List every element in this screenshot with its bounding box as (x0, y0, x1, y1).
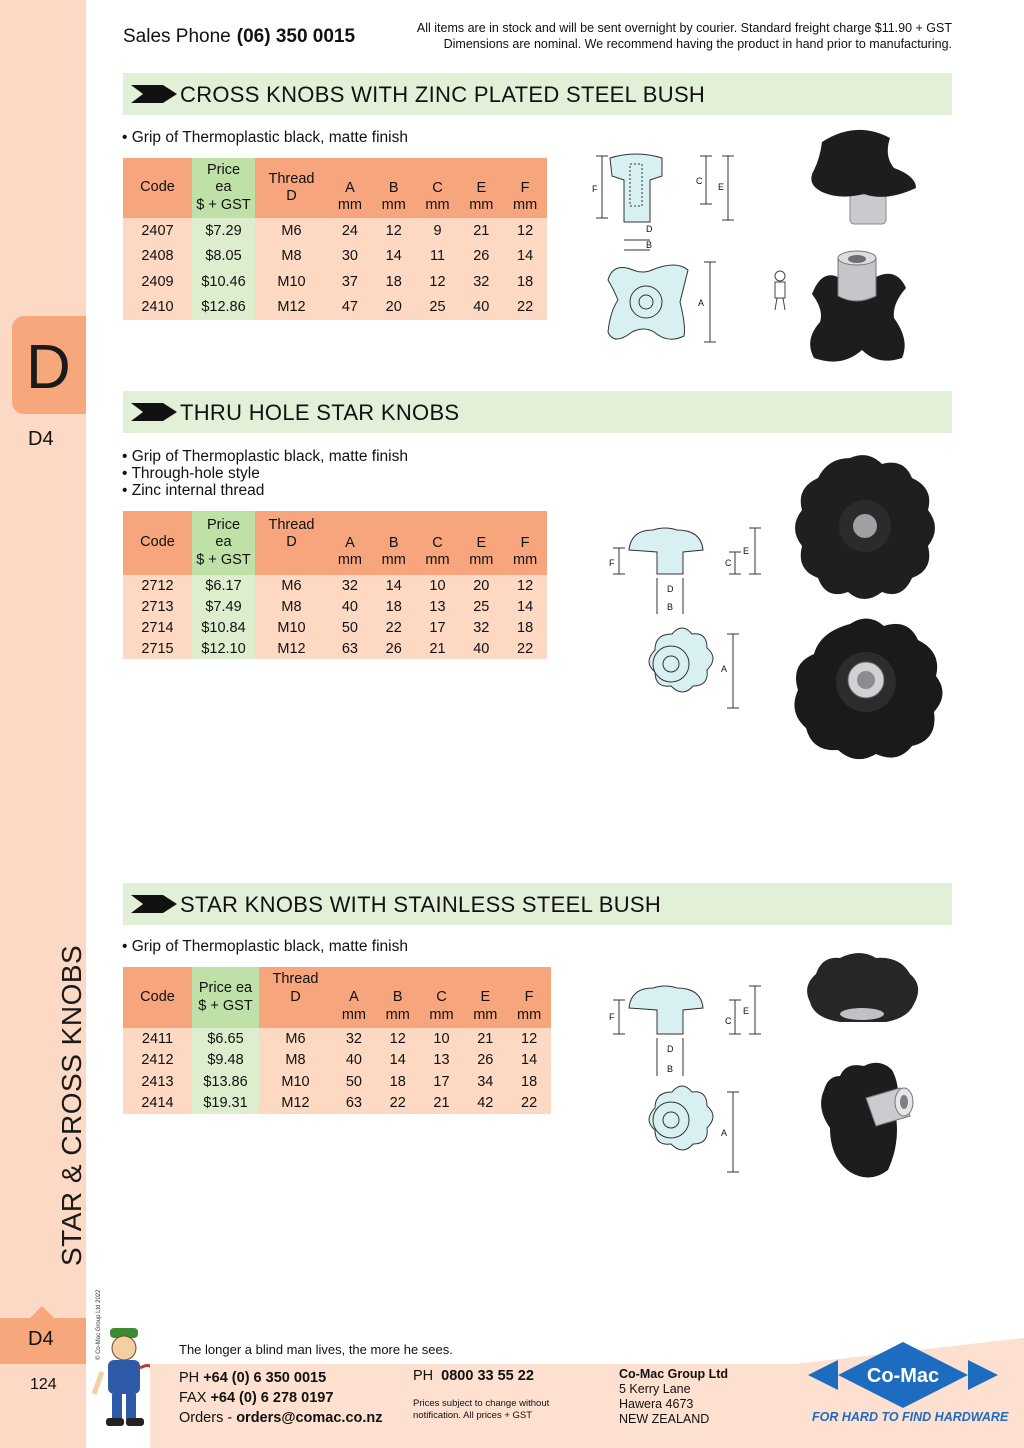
col-price: Price ea $ + GST (192, 158, 255, 218)
cell-a: 47 (328, 295, 372, 321)
col-code: Code (123, 511, 192, 575)
arrow-icon (131, 403, 177, 421)
col-thread: Thread D (259, 967, 332, 1028)
shipping-notice (417, 20, 952, 52)
cell-price: $13.86 (192, 1071, 259, 1093)
dim-label-a: A (721, 1128, 728, 1138)
cell-f: 12 (503, 575, 547, 596)
cross-knob-diagram (588, 150, 738, 360)
table-row (123, 1071, 551, 1093)
cell-f: 22 (503, 295, 547, 321)
dim-label-e: E (743, 546, 750, 556)
cell-price: $10.84 (192, 617, 255, 638)
col-price: Price ea $ + GST (192, 967, 259, 1028)
cell-b: 22 (376, 1093, 420, 1115)
cell-thread: M8 (255, 244, 328, 270)
dim-label-c: C (696, 176, 703, 186)
cell-e: 40 (459, 295, 503, 321)
table-row (123, 244, 547, 270)
dim-label-b: B (667, 1064, 674, 1074)
col-e: E mm (463, 967, 507, 1028)
ph-label: PH (179, 1370, 200, 1386)
cell-e: 42 (463, 1093, 507, 1115)
cell-a: 37 (328, 269, 372, 295)
dim-label-e: E (718, 182, 725, 192)
dim-label-c: C (725, 1016, 732, 1026)
cell-price: $9.48 (192, 1050, 259, 1072)
cell-b: 12 (372, 218, 416, 244)
col-a: A mm (328, 511, 372, 575)
cell-c: 25 (416, 295, 460, 321)
cell-a: 30 (328, 244, 372, 270)
stainless-star-knob-diagram (605, 980, 765, 1175)
cell-e: 25 (459, 596, 503, 617)
dim-label-b: B (667, 602, 674, 612)
footer-quote: The longer a blind man lives, the more he sees. (179, 1342, 453, 1357)
cell-thread: M12 (259, 1093, 332, 1115)
cell-a: 24 (328, 218, 372, 244)
table-body (123, 575, 547, 659)
dim-label-f: F (609, 1012, 615, 1022)
col-c: C mm (420, 967, 464, 1028)
section-title: STAR KNOBS WITH STAINLESS STEEL BUSH (180, 892, 662, 917)
col-b: B mm (372, 158, 416, 218)
price-table (123, 158, 547, 320)
cell-price: $8.05 (192, 244, 255, 270)
sales-phone-number: (06) 350 0015 (236, 26, 356, 47)
dim-label-e: E (743, 1006, 750, 1016)
cell-c: 10 (420, 1028, 464, 1050)
cell-f: 12 (503, 218, 547, 244)
feature-item: • Grip of Thermoplastic black, matte finish (122, 448, 408, 465)
table-row (123, 218, 547, 244)
copyright: © Co-Mac Group Ltd 2022 (96, 1289, 102, 1360)
col-price: Price ea $ + GST (192, 511, 255, 575)
cell-code: 2715 (123, 638, 192, 659)
col-f: F mm (507, 967, 551, 1028)
col-a: A mm (328, 158, 372, 218)
page-code-bottom: D4 (28, 1328, 54, 1350)
cell-thread: M6 (259, 1028, 332, 1050)
cell-b: 18 (372, 596, 416, 617)
cell-b: 26 (372, 638, 416, 659)
cell-e: 40 (459, 638, 503, 659)
price-note-line: notification. All prices + GST (413, 1410, 533, 1421)
cell-e: 34 (463, 1071, 507, 1093)
cell-b: 18 (376, 1071, 420, 1093)
feature-item: • Grip of Thermoplastic black, matte finish (122, 938, 408, 955)
cell-a: 32 (328, 575, 372, 596)
cell-thread: M10 (259, 1071, 332, 1093)
col-code: Code (123, 967, 192, 1028)
thru-hole-star-knob-photos (788, 450, 948, 762)
vertical-chapter-title: STAR & CROSS KNOBS (56, 944, 87, 1266)
cell-b: 22 (372, 617, 416, 638)
section-tab (12, 316, 86, 414)
section-header (123, 391, 952, 433)
sales-phone (123, 26, 355, 48)
section-title: CROSS KNOBS WITH ZINC PLATED STEEL BUSH (180, 82, 706, 107)
address-line: Hawera 4673 (619, 1397, 694, 1411)
cell-price: $12.10 (192, 638, 255, 659)
cell-e: 32 (459, 269, 503, 295)
cell-price: $7.49 (192, 596, 255, 617)
cell-price: $10.46 (192, 269, 255, 295)
cell-c: 21 (420, 1093, 464, 1115)
cell-price: $7.29 (192, 218, 255, 244)
table-row (123, 269, 547, 295)
cell-f: 18 (503, 269, 547, 295)
cell-a: 63 (332, 1093, 376, 1115)
cell-f: 14 (503, 596, 547, 617)
notice-line: Dimensions are nominal. We recommend having the product in hand prior to manufacturing. (443, 37, 952, 51)
cell-thread: M10 (255, 617, 328, 638)
cell-a: 40 (332, 1050, 376, 1072)
cell-price: $6.17 (192, 575, 255, 596)
cell-code: 2414 (123, 1093, 192, 1115)
address-line: NEW ZEALAND (619, 1412, 710, 1426)
orders-label: Orders - (179, 1410, 233, 1426)
section-title: THRU HOLE STAR KNOBS (180, 400, 460, 425)
ph2-label: PH (413, 1368, 434, 1384)
cell-c: 12 (416, 269, 460, 295)
cell-code: 2413 (123, 1071, 192, 1093)
section-header (123, 883, 952, 925)
col-c: C mm (416, 158, 460, 218)
dim-label-d: D (646, 224, 653, 234)
table-row (123, 596, 547, 617)
cell-a: 63 (328, 638, 372, 659)
col-thread: Thread D (255, 158, 328, 218)
table-row (123, 638, 547, 659)
cell-c: 17 (420, 1071, 464, 1093)
fax-number: +64 (0) 6 278 0197 (210, 1390, 334, 1406)
slogan: FOR HARD TO FIND HARDWARE (812, 1410, 1009, 1424)
notice-line: All items are in stock and will be sent overnight by courier. Standard freight charge $11.90 + GST (416, 21, 952, 35)
cell-code: 2713 (123, 596, 192, 617)
cell-thread: M12 (255, 295, 328, 321)
dim-label-f: F (592, 184, 598, 194)
feature-list (122, 129, 408, 146)
col-code: Code (123, 158, 192, 218)
cell-f: 22 (507, 1093, 551, 1115)
dim-label-b: B (646, 240, 653, 250)
cell-code: 2407 (123, 218, 192, 244)
cell-c: 13 (420, 1050, 464, 1072)
cell-thread: M12 (255, 638, 328, 659)
cell-e: 21 (459, 218, 503, 244)
table-row (123, 1050, 551, 1072)
dim-label-a: A (721, 664, 728, 674)
col-b: B mm (376, 967, 420, 1028)
cell-c: 11 (416, 244, 460, 270)
cell-f: 18 (507, 1071, 551, 1093)
ph-number[interactable]: +64 (0) 6 350 0015 (203, 1370, 327, 1386)
company-address (619, 1367, 728, 1427)
cell-b: 18 (372, 269, 416, 295)
cell-code: 2712 (123, 575, 192, 596)
price-note-line: Prices subject to change without (413, 1398, 550, 1409)
cell-code: 2408 (123, 244, 192, 270)
logo-text: Co-Mac (866, 1365, 940, 1387)
cell-price: $19.31 (192, 1093, 259, 1115)
cell-b: 14 (372, 244, 416, 270)
cell-f: 14 (503, 244, 547, 270)
cell-a: 50 (332, 1071, 376, 1093)
cell-a: 32 (332, 1028, 376, 1050)
cell-a: 50 (328, 617, 372, 638)
cell-thread: M10 (255, 269, 328, 295)
cell-thread: M8 (259, 1050, 332, 1072)
page-number: 124 (30, 1376, 57, 1393)
cell-b: 20 (372, 295, 416, 321)
cell-a: 40 (328, 596, 372, 617)
feature-item: • Zinc internal thread (122, 482, 265, 499)
cell-code: 2410 (123, 295, 192, 321)
cross-knob-photos (766, 126, 956, 376)
section-letter: D (26, 333, 71, 402)
cell-f: 18 (503, 617, 547, 638)
arrow-icon (131, 895, 177, 913)
page-code-bottom-tab (0, 1318, 86, 1364)
cell-price: $6.65 (192, 1028, 259, 1050)
cell-f: 14 (507, 1050, 551, 1072)
cell-e: 26 (463, 1050, 507, 1072)
col-b: B mm (372, 511, 416, 575)
mascot-icon (775, 271, 785, 310)
cell-b: 14 (376, 1050, 420, 1072)
cell-c: 17 (416, 617, 460, 638)
price-note (413, 1398, 549, 1422)
cell-code: 2714 (123, 617, 192, 638)
cell-b: 14 (372, 575, 416, 596)
table-body (123, 1028, 551, 1114)
feature-list (122, 448, 408, 499)
table-row (123, 1028, 551, 1050)
col-c: C mm (416, 511, 460, 575)
feature-list (122, 938, 408, 955)
table-row (123, 295, 547, 321)
section-header (123, 73, 952, 115)
cell-e: 26 (459, 244, 503, 270)
feature-item: • Grip of Thermoplastic black, matte finish (122, 129, 408, 146)
dim-label-d: D (667, 1044, 674, 1054)
dim-label-c: C (725, 558, 732, 568)
orders-email-link[interactable]: orders@comac.co.nz (236, 1410, 383, 1426)
col-a: A mm (332, 967, 376, 1028)
cell-code: 2411 (123, 1028, 192, 1050)
cell-b: 12 (376, 1028, 420, 1050)
cell-c: 10 (416, 575, 460, 596)
cell-c: 21 (416, 638, 460, 659)
cell-f: 22 (503, 638, 547, 659)
col-f: F mm (503, 158, 547, 218)
cell-code: 2412 (123, 1050, 192, 1072)
cell-price: $12.86 (192, 295, 255, 321)
cell-thread: M8 (255, 596, 328, 617)
cell-e: 32 (459, 617, 503, 638)
col-f: F mm (503, 511, 547, 575)
comac-logo (808, 1342, 998, 1408)
cell-code: 2409 (123, 269, 192, 295)
fax-label: FAX (179, 1390, 207, 1406)
cell-c: 9 (416, 218, 460, 244)
cell-thread: M6 (255, 575, 328, 596)
sales-phone-label: Sales Phone (123, 26, 231, 47)
freephone-number[interactable]: 0800 33 55 22 (441, 1368, 534, 1384)
col-e: E mm (459, 158, 503, 218)
price-table (123, 967, 551, 1114)
page-code-top: D4 (28, 428, 54, 450)
dim-label-f: F (609, 558, 615, 568)
stainless-star-knob-photos (800, 948, 930, 1188)
cell-thread: M6 (255, 218, 328, 244)
dim-label-a: A (698, 298, 705, 308)
table-body (123, 218, 547, 320)
contact-block (179, 1368, 383, 1428)
feature-item: • Through-hole style (122, 465, 260, 482)
arrow-icon (131, 85, 177, 103)
address-line: 5 Kerry Lane (619, 1382, 691, 1396)
table-row (123, 575, 547, 596)
dim-label-d: D (667, 584, 674, 594)
cell-c: 13 (416, 596, 460, 617)
thru-hole-star-knob-diagram (605, 522, 765, 717)
table-row (123, 1093, 551, 1115)
col-e: E mm (459, 511, 503, 575)
cell-f: 12 (507, 1028, 551, 1050)
freephone (413, 1368, 534, 1384)
price-table (123, 511, 547, 659)
company-name: Co-Mac Group Ltd (619, 1367, 729, 1381)
table-row (123, 617, 547, 638)
cell-e: 20 (459, 575, 503, 596)
col-thread: Thread D (255, 511, 328, 575)
cell-e: 21 (463, 1028, 507, 1050)
